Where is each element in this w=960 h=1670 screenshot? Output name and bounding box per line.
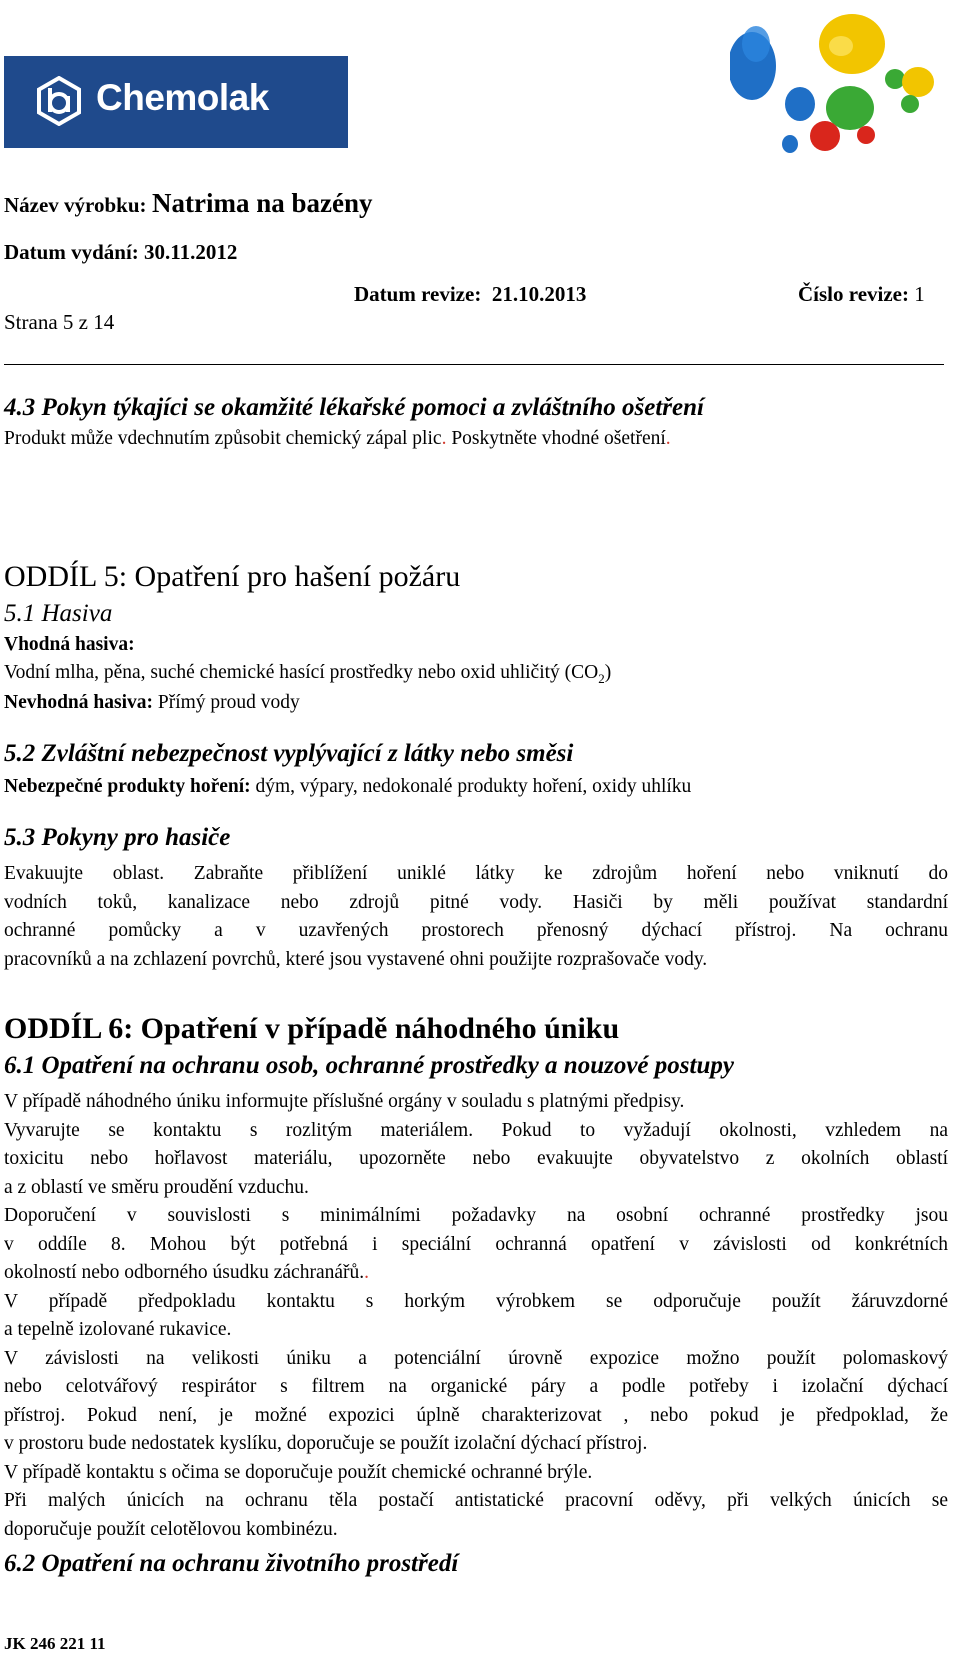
- section-6-1-line: V případě náhodného úniku informujte příslušné orgány v souladu s platnými předpisy.: [4, 1091, 685, 1112]
- section-6-1-line: doporučuje použít celotělovou kombinézu.: [4, 1518, 338, 1540]
- unsuitable-text: Přímý proud vody: [153, 692, 300, 713]
- hazard-label: Nebezpečné produkty hoření:: [4, 776, 251, 797]
- section-6-1-line-text: okolností nebo odborného úsudku záchranářů.: [4, 1262, 365, 1283]
- section-6-1-line: nebo celotvářový respirátor s filtrem na organické páry a podle potřeby i izolační dýchací: [4, 1376, 948, 1397]
- section-6-1-line-with-dot: [4, 1259, 948, 1288]
- suitable-label-text: Vhodná hasiva:: [4, 634, 135, 655]
- unsuitable-label: Nevhodná hasiva:: [4, 692, 153, 713]
- section-4-3-text-b: Poskytněte vhodné ošetření: [446, 428, 666, 449]
- section-4-3-heading: 4.3 Pokyn týkajíci se okamžité lékařské pomoci a zvláštního ošetření: [4, 394, 704, 421]
- suitable-subscript: 2: [598, 670, 605, 686]
- company-logo: [4, 56, 348, 148]
- section-6-1-line: Při malých únicích na ochranu těla postačí antistatické pracovní oděvy, při velkých únicích se: [4, 1490, 948, 1511]
- footer-code: JK 246 221 11: [4, 1634, 106, 1653]
- colored-dots-decoration-icon: [730, 4, 960, 164]
- product-name-line: [4, 188, 373, 219]
- section-5-1-heading: 5.1 Hasiva: [4, 600, 113, 627]
- chemolak-logo-mark-icon: [34, 76, 84, 126]
- product-name: Natrima na bazény: [152, 188, 373, 218]
- section-5-3-line: ochranné pomůcky a v uzavřených prostorech přenosný dýchací přístroj. Na ochranu: [4, 920, 948, 941]
- page-number: Strana 5 z 14: [4, 310, 115, 334]
- section-5-3-line: pracovníků a na zchlazení povrchů, které jsou vystavené ohni použijte rozprašovače vody.: [4, 948, 708, 970]
- revision-date: 21.10.2013: [491, 282, 587, 306]
- issue-date-line: [4, 240, 237, 265]
- section-6-1-line: a z oblastí ve směru proudění vzduchu.: [4, 1176, 309, 1198]
- section-5-3-paragraph: [4, 860, 948, 974]
- section-6-1-line: Vyvarujte se kontaktu s rozlitým materiálem. Pokud to vyžadují okolnosti, vzhledem na: [4, 1119, 948, 1141]
- section-6-1-line: V případě předpokladu kontaktu s horkým výrobkem se odporučuje použít žáruvzdorné: [4, 1290, 948, 1312]
- revision-number-label: Číslo revize:: [798, 282, 909, 306]
- section-6-1-paragraph: [4, 1088, 948, 1544]
- section-5-2-heading: 5.2 Zvláštní nebezpečnost vyplývající z látky nebo směsi: [4, 740, 574, 767]
- section-6-1-line: toxicitu nebo hořlavost materiálu, upozorněte nebo evakuujte obyvatelstvo z okolních oblastí: [4, 1148, 948, 1169]
- hazard-line: [4, 776, 691, 798]
- section-5-title: ODDÍL 5: Opatření pro hašení požáru: [4, 560, 461, 593]
- section-6-1-heading: 6.1 Opatření na ochranu osob, ochranné prostředky a nouzové postupy: [4, 1052, 734, 1079]
- section-6-1-line: a tepelně izolované rukavice.: [4, 1319, 232, 1340]
- section-6-1-line: v prostoru bude nedostatek kyslíku, doporučuje se použít izolační dýchací přístroj.: [4, 1433, 648, 1454]
- issue-date: 30.11.2012: [144, 240, 238, 264]
- section-4-3-text: [4, 428, 671, 450]
- suitable-text-a: Vodní mlha, pěna, suché chemické hasící prostředky nebo oxid uhličitý (CO: [4, 662, 599, 683]
- section-5-3-line: vodních toků, kanalizace nebo zdrojů pitné vody. Hasiči by měli používat standardní: [4, 891, 948, 913]
- section-5-3-heading: 5.3 Pokyny pro hasiče: [4, 824, 231, 851]
- suitable-label: [4, 634, 135, 656]
- section-6-1-line: přístroj. Pokud není, je možné expozici úplně charakterizovat , nebo pokud je předpoklad, že: [4, 1404, 948, 1426]
- section-4-3-text-a: Produkt může vdechnutím způsobit chemický zápal plic: [4, 428, 442, 449]
- section-5-3-line: Evakuujte oblast. Zabraňte přiblížení uniklé látky ke zdrojům hoření nebo vniknutí do: [4, 863, 948, 884]
- section-6-1-line: V závislosti na velikosti úniku a potenciální úrovně expozice možno použít polomaskový: [4, 1347, 948, 1369]
- hazard-text: dým, výpary, nedokonalé produkty hoření, oxidy uhlíku: [250, 776, 692, 797]
- suitable-text: [4, 662, 611, 687]
- suitable-text-b: ): [604, 662, 612, 683]
- logo-brand-name: Chemolak: [96, 77, 269, 118]
- section-4-3-dot-2: .: [665, 428, 671, 449]
- section-6-1-line: Doporučení v souvislosti s minimálními požadavky na osobní ochranné prostředky jsou: [4, 1205, 948, 1226]
- issue-label: Datum vydání:: [4, 240, 139, 264]
- header-divider: [4, 364, 944, 365]
- revision-date-line: [354, 282, 586, 307]
- section-4-3-dot-1: .: [441, 428, 447, 449]
- section-6-title: ODDÍL 6: Opatření v případě náhodného úniku: [4, 1012, 620, 1045]
- revision-number: 1: [914, 282, 925, 306]
- unsuitable-line: [4, 692, 300, 714]
- section-6-2-heading: 6.2 Opatření na ochranu životního prostředí: [4, 1550, 459, 1577]
- revision-label: Datum revize:: [354, 282, 482, 306]
- red-dot: .: [364, 1262, 369, 1283]
- product-label: Název výrobku:: [4, 193, 147, 217]
- revision-number-line: [798, 282, 925, 307]
- section-6-1-line: v oddíle 8. Mohou být potřebná i speciální ochranná opatření v závislosti od konkrétních: [4, 1233, 948, 1255]
- section-6-1-line: V případě kontaktu s očima se doporučuje použít chemické ochranné brýle.: [4, 1461, 593, 1483]
